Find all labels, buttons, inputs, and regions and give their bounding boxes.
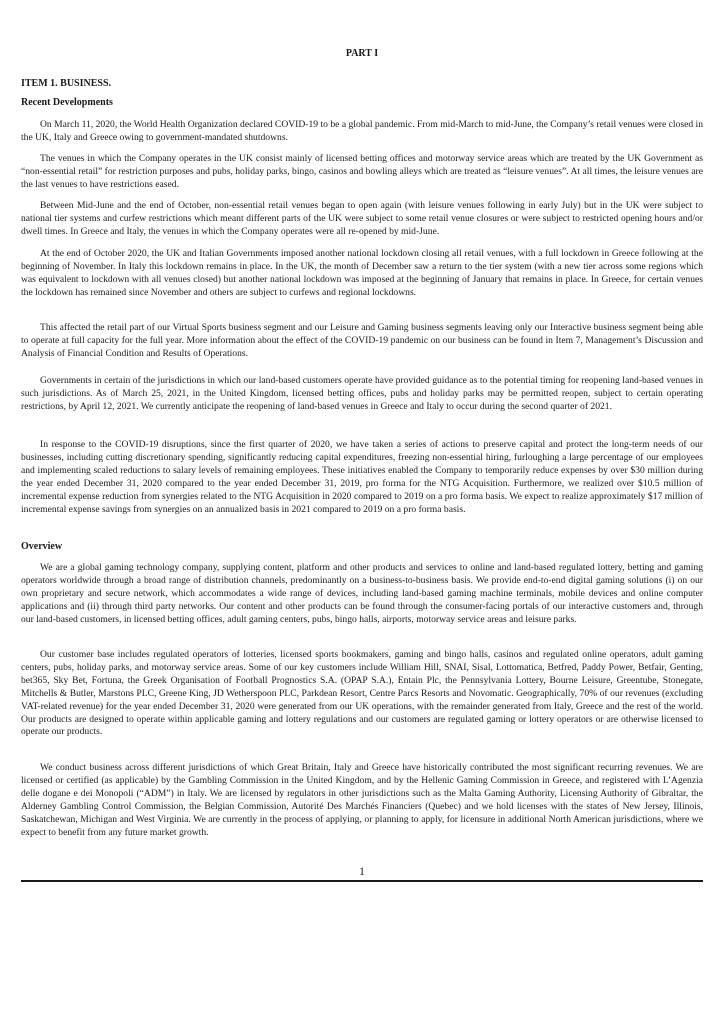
recent-developments-heading: Recent Developments <box>21 97 113 108</box>
paragraph: The venues in which the Company operates in the UK consist mainly of licensed betting offices and motorway service areas which are treated by the UK Government as “non-essential retail” for restriction purposes and pubs, holiday parks, bingo, casinos and bowling alleys which are treated as “leisure venues”. At all times, the leisure venues are the last venues to have restrictions eased. <box>21 153 703 190</box>
paragraph: At the end of October 2020, the UK and Italian Governments imposed another national lockdown closing all retail venues, with a full lockdown in Greece following at the beginning of November. In Italy this lockdown remains in place. In the UK, the month of December saw a return to the tier system (with a new tier across some regions which was equivalent to lockdown with all venues closed) but another national lockdown was imposed at the beginning of January that remains in place. In Greece, for certain venues the lockdown has remained since November and others are subject to curfews and regional lockdowns. <box>21 248 703 298</box>
paragraph: Between Mid-June and the end of October, non-essential retail venues began to open again (with leisure venues following in early July) but in the UK were subject to national tier systems and curfew restrictions which meant different parts of the UK were subject to some retail venue closures or were subject to restricted opening hours and/or dwell times. In Greece and Italy, the venues in which the Company operates were all re-opened by mid-June. <box>21 200 703 237</box>
paragraph: On March 11, 2020, the World Health Organization declared COVID-19 to be a global pandemic. From mid-March to mid-June, the Company’s retail venues were closed in the UK, Italy and Greece owing to government-mandated shutdowns. <box>21 119 703 143</box>
item-title: ITEM 1. BUSINESS. <box>21 78 112 89</box>
part-title: PART I <box>345 48 379 59</box>
paragraph: We conduct business across different jurisdictions of which Great Britain, Italy and Greece have historically contributed the most significant recurring revenues. We are licensed or certified (as applicable) by the Gambling Commission in the United Kingdom, and by the Hellenic Gaming Commission in Greece, and registered with L’Agenzia delle dogane e dei Monopoli (“ADM”) in Italy. We are licensed by regulators in other jurisdictions such as the Malta Gaming Authority, Licensing Authority of Gibraltar, the Alderney Gambling Control Commission, the Belgian Commission, Autorité Des Marchés Financiers (Quebec) and we hold licenses with the states of New Jersey, Illinois, Saskatchewan, Michigan and West Virginia. We are currently in the process of applying, or planning to apply, for licensure in additional North American jurisdictions, where we expect to benefit from any future market growth. <box>21 762 703 838</box>
paragraph: In response to the COVID-19 disruptions, since the first quarter of 2020, we have taken a series of actions to preserve capital and protect the long-term needs of our businesses, including cutting discretionary spending, significantly reducing capital expenditures, freezing non-essential hiring, furloughing a large percentage of our employees and implementing scaled reductions to salary levels of remaining employees. These initiatives enabled the Company to temporarily reduce expenses by over $30 million during the year ended December 31, 2020 compared to the year ended December 31, 2019, pro forma for the NTG Acquisition. Furthermore, we realized over $10.5 million of incremental expense reduction from synergies related to the NTG Acquisition in 2020 compared to 2019 on a pro forma basis. We expect to realize approximately $17 million of incremental expense savings from synergies on an annualized basis in 2021 compared to 2019 on a pro forma basis. <box>21 439 703 515</box>
paragraph: We are a global gaming technology company, supplying content, platform and other products and services to online and land-based regulated lottery, betting and gaming operators worldwide through a broad range of distribution channels, predominantly on a business-to-business basis. We provide end-to-end digital gaming solutions (i) on our own proprietary and secure network, which accommodates a wide range of devices, including land-based gaming machine terminals, mobile devices and online computer applications and (ii) through third party networks. Our content and other products can be found through the consumer-facing portals of our interactive customers and, through our land-based customers, in licensed betting offices, adult gaming centers, pubs, bingo halls, airports, motorway service areas and leisure parks. <box>21 562 703 625</box>
overview-heading: Overview <box>21 541 63 552</box>
footer-rule <box>21 880 703 882</box>
paragraph: Our customer base includes regulated operators of lotteries, licensed sports bookmakers, gaming and bingo halls, casinos and regulated online operators, adult gaming centers, pubs, holiday parks, and motorway service areas. Some of our key customers include William Hill, SNAI, Sisal, Lottomatica, Betfred, Paddy Power, Betfair, Genting, bet365, Sky Bet, Fortuna, the Greek Organisation of Football Prognostics S.A. (OPAP S.A.), Entain Plc, the Pennsylvania Lottery, Bourne Leisure, Greentube, Stonegate, Mitchells & Butler, Marstons PLC, Greene King, JD Wetherspoon PLC, Parkdean Resort, Centre Parcs Resorts and Novomatic. Geographically, 70% of our revenues (excluding VAT-related revenue) for the year ended December 31, 2020 were generated from our UK operations, with the remainder generated from Italy, Greece and the rest of the world. Our products are designed to operate within applicable gaming and lottery regulations and our customers are regulated gaming or lottery operators or are otherwise licensed to operate our products. <box>21 649 703 738</box>
paragraph: This affected the retail part of our Virtual Sports business segment and our Leisure and Gaming business segments leaving only our Interactive business segment being able to operate at full capacity for the full year. More information about the effect of the COVID-19 pandemic on our business can be found in Item 7, Management’s Discussion and Analysis of Financial Condition and Results of Operations. <box>21 322 703 359</box>
page-number: 1 <box>359 866 365 878</box>
paragraph: Governments in certain of the jurisdictions in which our land-based customers operate have provided guidance as to the potential timing for reopening land-based venues in such jurisdictions. As of March 25, 2021, in the United Kingdom, licensed betting offices, pubs and holiday parks may be permitted reopen, subject to certain operating restrictions, by April 12, 2021. We currently anticipate the reopening of land-based venues in Greece and Italy to occur during the second quarter of 2021. <box>21 375 703 412</box>
